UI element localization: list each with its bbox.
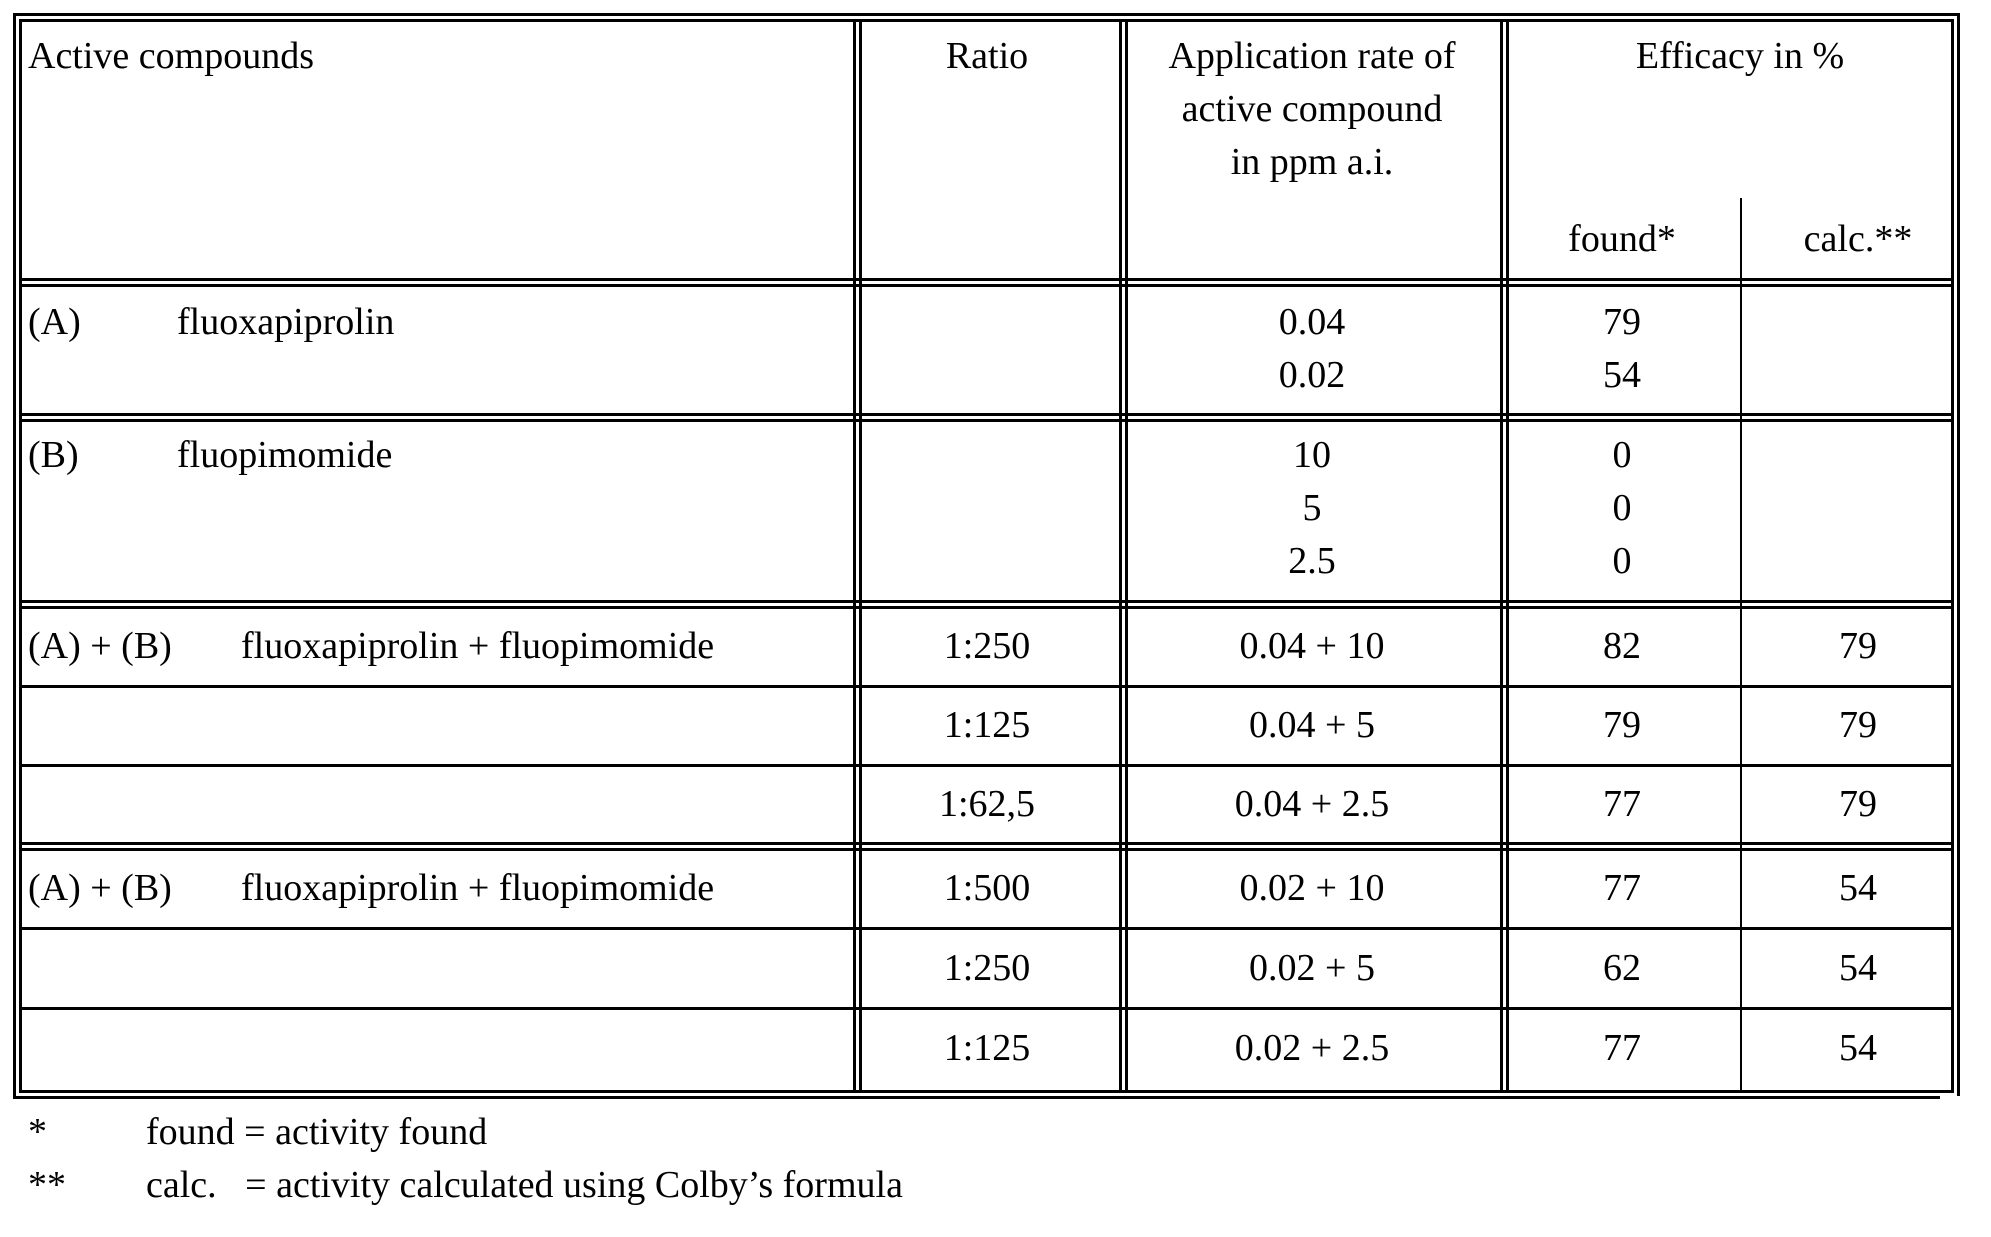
combo-ratio: 1:62,5	[939, 778, 1035, 831]
header-ratio: Ratio	[946, 30, 1028, 83]
table-rule-line	[19, 842, 1954, 845]
table-rule-line	[1119, 19, 1122, 1090]
table-rule-line	[19, 419, 1954, 422]
compound-a-name: fluoxapiprolin	[177, 296, 394, 349]
combo-found: 82	[1603, 620, 1641, 673]
table-rule-line	[19, 413, 1954, 416]
compound-a-rate: 0.02	[1279, 349, 1346, 402]
footnote-text: calc. = activity calculated using Colby’s formula	[146, 1159, 903, 1212]
combo-ratio: 1:500	[944, 862, 1031, 915]
combo-found: 77	[1603, 1022, 1641, 1075]
combo-found: 62	[1603, 942, 1641, 995]
footnote-mark: *	[28, 1106, 47, 1159]
table-rule-line	[1500, 19, 1503, 1090]
combo-rate: 0.02 + 2.5	[1235, 1022, 1389, 1075]
compound-b-rate: 2.5	[1288, 535, 1336, 588]
combo-calc: 54	[1839, 942, 1877, 995]
compound-a-found: 54	[1603, 349, 1641, 402]
table-rule-line	[853, 19, 856, 1090]
combo-ratio: 1:250	[944, 942, 1031, 995]
header-application-rate-3: in ppm a.i.	[1231, 136, 1394, 189]
header-calc: calc.**	[1804, 213, 1913, 266]
table-rule-line	[19, 606, 1954, 609]
table-rule-line	[859, 19, 862, 1090]
header-found: found*	[1568, 213, 1676, 266]
table-rule-line	[19, 284, 1954, 287]
table-rule-line	[1125, 19, 1128, 1090]
compound-a-label: (A)	[28, 296, 81, 349]
combo-label: (A) + (B)	[28, 862, 172, 915]
combo-found: 77	[1603, 778, 1641, 831]
header-application-rate-1: Application rate of	[1168, 30, 1455, 83]
table-rule-line	[19, 278, 1954, 281]
compound-b-found: 0	[1613, 429, 1632, 482]
header-active-compounds: Active compounds	[28, 30, 314, 83]
footnote-mark: **	[28, 1159, 66, 1212]
table-rule-line	[19, 927, 1954, 930]
compound-a-rate: 0.04	[1279, 296, 1346, 349]
combo-name: fluoxapiprolin + fluopimomide	[241, 620, 714, 673]
compound-b-label: (B)	[28, 429, 79, 482]
compound-a-found: 79	[1603, 296, 1641, 349]
header-efficacy: Efficacy in %	[1636, 30, 1844, 83]
combo-rate: 0.04 + 2.5	[1235, 778, 1389, 831]
combo-rate: 0.04 + 10	[1240, 620, 1385, 673]
combo-found: 79	[1603, 699, 1641, 752]
combo-rate: 0.02 + 5	[1249, 942, 1375, 995]
table-rule-line	[1740, 198, 1742, 1090]
combo-name: fluoxapiprolin + fluopimomide	[241, 862, 714, 915]
combo-ratio: 1:125	[944, 1022, 1031, 1075]
table-rule-line	[19, 1007, 1954, 1010]
combo-ratio: 1:125	[944, 699, 1031, 752]
table-rule-line	[19, 764, 1954, 767]
footnote-text: found = activity found	[146, 1106, 487, 1159]
combo-found: 77	[1603, 862, 1641, 915]
combo-calc: 79	[1839, 620, 1877, 673]
compound-b-rate: 5	[1303, 482, 1322, 535]
combo-label: (A) + (B)	[28, 620, 172, 673]
table-rule-line	[1957, 13, 1960, 1096]
compound-b-name: fluopimomide	[177, 429, 392, 482]
combo-calc: 79	[1839, 778, 1877, 831]
table-rule-line	[13, 1096, 1940, 1099]
header-application-rate-2: active compound	[1182, 83, 1443, 136]
compound-b-rate: 10	[1293, 429, 1331, 482]
table-rule-line	[19, 685, 1954, 688]
combo-calc: 54	[1839, 1022, 1877, 1075]
table-rule-line	[13, 13, 1960, 16]
compound-b-found: 0	[1613, 535, 1632, 588]
table-rule-line	[19, 1090, 1954, 1093]
table-rule-line	[19, 600, 1954, 603]
combo-rate: 0.04 + 5	[1249, 699, 1375, 752]
compound-b-found: 0	[1613, 482, 1632, 535]
combo-calc: 54	[1839, 862, 1877, 915]
table-rule-line	[19, 848, 1954, 851]
combo-ratio: 1:250	[944, 620, 1031, 673]
table-rule-line	[19, 19, 1954, 22]
combo-calc: 79	[1839, 699, 1877, 752]
combo-rate: 0.02 + 10	[1240, 862, 1385, 915]
table-rule-line	[13, 13, 16, 1096]
table-rule-line	[1506, 19, 1509, 1090]
